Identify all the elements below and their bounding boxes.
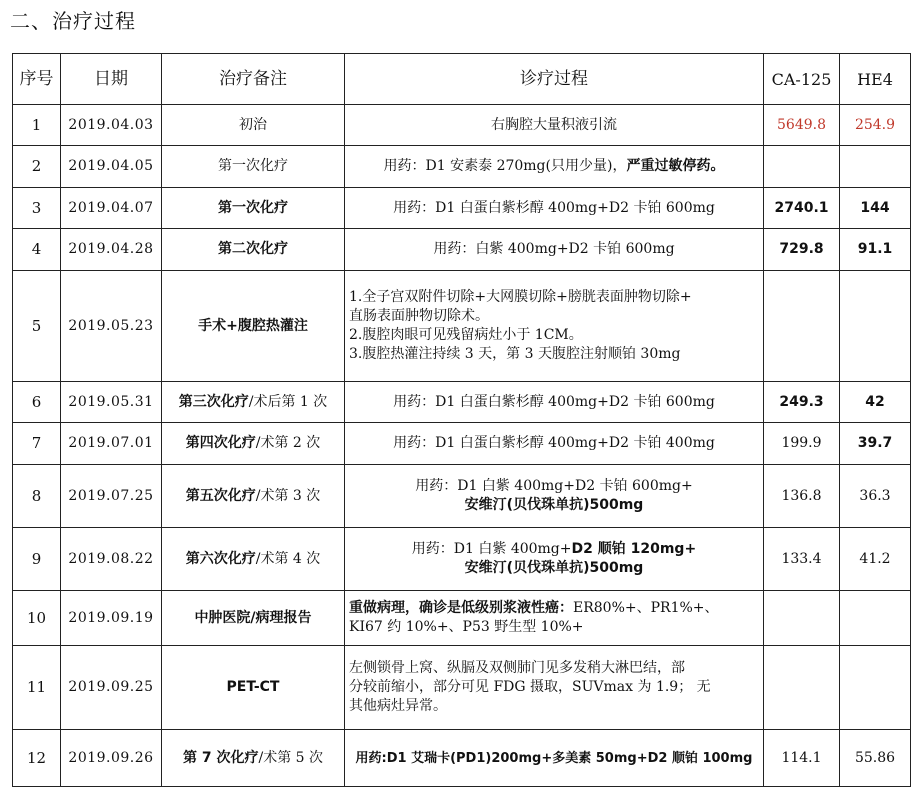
- row-idx: 5: [13, 271, 61, 382]
- table-row: [13, 465, 911, 528]
- row-ca125: [764, 591, 840, 646]
- header-date: 日期: [61, 54, 162, 105]
- row-process: 用药：D1 白蛋白紫杉醇 400mg+D2 卡铂 600mg: [345, 382, 764, 423]
- section-title: 二、治疗过程: [10, 9, 136, 33]
- row-note: 初治: [162, 105, 345, 146]
- table-row: [13, 730, 911, 787]
- note-bold: 第 7 次化疗: [182, 749, 259, 766]
- row-note: [162, 382, 345, 423]
- process-line: [348, 540, 760, 559]
- header-ca125: CA-125: [764, 54, 840, 105]
- row-he4: 144: [840, 188, 911, 229]
- row-ca125: [764, 646, 840, 730]
- row-date: 2019.04.05: [61, 146, 162, 188]
- process-text: 用药：D1 安素泰 270mg(只用少量)，: [383, 158, 627, 174]
- row-note: [162, 730, 345, 787]
- row-idx: 1: [13, 105, 61, 146]
- row-note: 第一次化疗: [162, 146, 345, 188]
- process-warning: 严重过敏停药。: [626, 158, 725, 174]
- row-idx: 10: [13, 591, 61, 646]
- row-process: 用药：白紫 400mg+D2 卡铂 600mg: [345, 229, 764, 271]
- table-row: [13, 423, 911, 465]
- table-row: [13, 229, 911, 271]
- row-process: 用药：D1 白蛋白紫杉醇 400mg+D2 卡铂 600mg: [345, 188, 764, 229]
- note-suffix: /术后第 1 次: [248, 393, 328, 410]
- process-text: 用药：D1 白紫 400mg+: [411, 541, 572, 557]
- row-date: 2019.07.01: [61, 423, 162, 465]
- process-line: [349, 599, 760, 618]
- row-process: [345, 146, 764, 188]
- header-note: 治疗备注: [162, 54, 345, 105]
- table-row: [13, 591, 911, 646]
- row-ca125: [764, 146, 840, 188]
- note-bold: 第六次化疗: [185, 550, 256, 567]
- note-bold: 第四次化疗: [185, 435, 256, 451]
- row-ca125: 199.9: [764, 423, 840, 465]
- table-row: [13, 105, 911, 146]
- row-he4: 42: [840, 382, 911, 423]
- row-he4: [840, 146, 911, 188]
- process-line: 其他病灶异常。: [349, 698, 447, 714]
- process-line: KI67 约 10%+、P53 野生型 10%+: [349, 619, 584, 635]
- table-header-row: [13, 54, 911, 105]
- row-idx: 11: [13, 646, 61, 730]
- row-idx: 2: [13, 146, 61, 188]
- process-line: 左侧锁骨上窝、纵膈及双侧肺门见多发稍大淋巴结，部: [349, 660, 685, 676]
- process-line: 直肠表面肿物切除术。: [349, 308, 489, 324]
- row-he4: [840, 591, 911, 646]
- row-he4: 36.3: [840, 465, 911, 528]
- row-ca125: 2740.1: [764, 188, 840, 229]
- row-date: 2019.04.03: [61, 105, 162, 146]
- row-date: 2019.05.23: [61, 271, 162, 382]
- row-he4: 55.86: [840, 730, 911, 787]
- row-note: PET-CT: [162, 646, 345, 730]
- row-idx: 12: [13, 730, 61, 787]
- row-date: 2019.04.07: [61, 188, 162, 229]
- row-date: 2019.07.25: [61, 465, 162, 528]
- row-note: [162, 423, 345, 465]
- row-ca125: 133.4: [764, 528, 840, 591]
- row-note: [162, 528, 345, 591]
- process-text-bold: 重做病理，确诊是低级别浆液性癌：: [349, 600, 573, 616]
- row-date: 2019.09.26: [61, 730, 162, 787]
- table-row: [13, 188, 911, 229]
- row-he4: 41.2: [840, 528, 911, 591]
- row-idx: 7: [13, 423, 61, 465]
- treatment-table: [12, 53, 911, 787]
- row-process: 用药:D1 艾瑞卡(PD1)200mg+多美素 50mg+D2 顺铂 100mg: [345, 730, 764, 787]
- process-line: 用药：D1 白紫 400mg+D2 卡铂 600mg+: [415, 478, 693, 494]
- table-row: [13, 146, 911, 188]
- row-process: 用药：D1 白蛋白紫杉醇 400mg+D2 卡铂 400mg: [345, 423, 764, 465]
- process-text: ER80%+、PR1%+、: [573, 600, 719, 616]
- process-line: 1.全子宫双附件切除+大网膜切除+膀胱表面肿物切除+: [349, 289, 692, 305]
- table-row: [13, 382, 911, 423]
- row-ca125: 249.3: [764, 382, 840, 423]
- row-he4: 91.1: [840, 229, 911, 271]
- row-ca125: [764, 271, 840, 382]
- row-process: [345, 528, 764, 591]
- process-text-bold: D2 顺铂 120mg+: [571, 541, 697, 557]
- process-line: 3.腹腔热灌注持续 3 天，第 3 天腹腔注射顺铂 30mg: [349, 346, 681, 362]
- row-note: 第一次化疗: [162, 188, 345, 229]
- row-process: [345, 465, 764, 528]
- note-suffix: /术第 2 次: [255, 435, 321, 451]
- row-ca125: 114.1: [764, 730, 840, 787]
- table-row: [13, 271, 911, 382]
- row-ca125: 136.8: [764, 465, 840, 528]
- process-line: 安维汀(贝伐珠单抗)500mg: [464, 497, 644, 513]
- row-he4: [840, 271, 911, 382]
- table-row: [13, 646, 911, 730]
- row-date: 2019.08.22: [61, 528, 162, 591]
- row-process: [345, 271, 764, 382]
- note-suffix: /术第 4 次: [255, 550, 321, 567]
- row-idx: 9: [13, 528, 61, 591]
- row-note: [162, 465, 345, 528]
- process-line: 2.腹腔肉眼可见残留病灶小于 1CM。: [349, 327, 583, 343]
- row-process: 右胸腔大量积液引流: [345, 105, 764, 146]
- header-he4: HE4: [840, 54, 911, 105]
- note-bold: 第三次化疗: [178, 393, 249, 410]
- table-row: [13, 528, 911, 591]
- row-process: [345, 591, 764, 646]
- header-idx: 序号: [13, 54, 61, 105]
- row-note: 第二次化疗: [162, 229, 345, 271]
- row-idx: 3: [13, 188, 61, 229]
- row-he4: [840, 646, 911, 730]
- row-process: [345, 646, 764, 730]
- row-note: 手术+腹腔热灌注: [162, 271, 345, 382]
- process-line: 分较前缩小，部分可见 FDG 摄取，SUVmax 为 1.9； 无: [349, 679, 711, 695]
- row-date: 2019.05.31: [61, 382, 162, 423]
- row-idx: 4: [13, 229, 61, 271]
- note-bold: 第五次化疗: [185, 487, 256, 504]
- row-he4: 39.7: [840, 423, 911, 465]
- row-ca125: 729.8: [764, 229, 840, 271]
- note-suffix: /术第 5 次: [258, 749, 324, 766]
- note-suffix: /术第 3 次: [255, 487, 321, 504]
- row-date: 2019.09.19: [61, 591, 162, 646]
- row-ca125: 5649.8: [764, 105, 840, 146]
- row-idx: 6: [13, 382, 61, 423]
- process-line: 安维汀(贝伐珠单抗)500mg: [464, 560, 644, 576]
- row-he4: 254.9: [840, 105, 911, 146]
- row-note: 中肿医院/病理报告: [162, 591, 345, 646]
- row-date: 2019.04.28: [61, 229, 162, 271]
- row-idx: 8: [13, 465, 61, 528]
- header-process: 诊疗过程: [345, 54, 764, 105]
- row-date: 2019.09.25: [61, 646, 162, 730]
